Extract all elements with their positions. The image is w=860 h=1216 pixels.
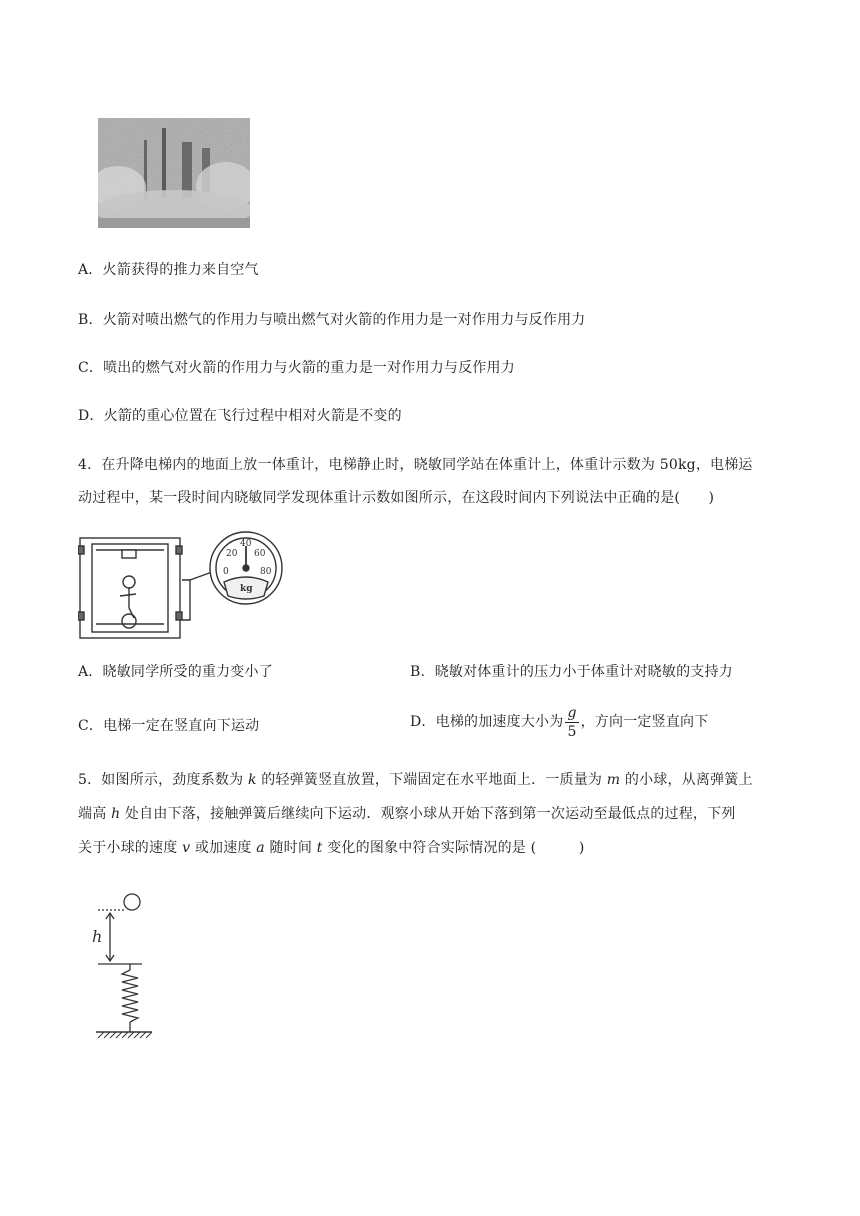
var-t: t <box>316 840 323 856</box>
ball-icon <box>124 894 140 910</box>
rocket-launch-photo <box>98 118 250 228</box>
q5-text: 的小球，从离弹簧上 <box>620 772 753 788</box>
gauge-tick-20: 20 <box>226 549 238 559</box>
var-k: k <box>247 772 257 788</box>
q5-text: 端高 <box>78 806 112 822</box>
q4-option-d-suffix: ，方向一定竖直向下 <box>580 714 709 730</box>
height-label: h <box>92 927 103 946</box>
gauge-tick-80: 80 <box>260 567 272 577</box>
fraction-numerator: g <box>567 704 577 721</box>
q5-text: 或加速度 <box>190 840 257 856</box>
q5-stem-line-3 <box>78 838 585 858</box>
gauge-tick-60: 60 <box>254 549 266 559</box>
fraction-denominator: 5 <box>567 723 577 740</box>
q4-option-a: A．晓敏同学所受的重力变小了 <box>78 664 273 680</box>
q5-stem-line-1 <box>78 770 753 790</box>
q5-text: 处自由下落，接触弹簧后继续向下运动．观察小球从开始下落到第一次运动至最低点的过程，下列 <box>120 806 736 822</box>
q5-text: 的轻弹簧竖直放置，下端固定在水平地面上．一质量为 <box>256 772 607 788</box>
q4-option-c: C．电梯一定在竖直向下运动 <box>78 718 260 734</box>
q3-option-a: A．火箭获得的推力来自空气 <box>78 262 259 278</box>
q4-stem-line-1: 4．在升降电梯内的地面上放一体重计，电梯静止时，晓敏同学站在体重计上，体重计示数为 50kg，电梯运 <box>78 457 753 473</box>
q5-text: 随时间 <box>264 840 317 856</box>
spring-ball-figure <box>92 888 156 1044</box>
q3-option-d: D．火箭的重心位置在飞行过程中相对火箭是不变的 <box>78 408 402 424</box>
q4-stem-line-2: 动过程中，某一段时间内晓敏同学发现体重计示数如图所示，在这段时间内下列说法中正确的是( ) <box>78 490 715 506</box>
elevator-scale-figure <box>78 528 284 640</box>
var-m: m <box>606 772 621 788</box>
q5-text: 关于小球的速度 <box>78 840 183 856</box>
q5-text: 5．如图所示，劲度系数为 <box>78 772 248 788</box>
q3-option-c: C．喷出的燃气对火箭的作用力与火箭的重力是一对作用力与反作用力 <box>78 360 515 376</box>
q4-option-d-prefix: D．电梯的加速度大小为 <box>410 714 564 730</box>
gauge-tick-0: 0 <box>223 567 229 577</box>
var-a: a <box>256 840 265 856</box>
q5-stem-line-2 <box>78 804 736 824</box>
q3-option-b: B．火箭对喷出燃气的作用力与喷出燃气对火箭的作用力是一对作用力与反作用力 <box>78 312 586 328</box>
var-v: v <box>182 840 191 856</box>
q4-option-b: B．晓敏对体重计的压力小于体重计对晓敏的支持力 <box>410 664 733 680</box>
gauge-tick-40: 40 <box>240 539 252 549</box>
q4-option-d <box>410 702 708 742</box>
q5-text: 变化的图象中符合实际情况的是 ( ) <box>322 840 585 856</box>
gauge-unit: kg <box>240 584 253 594</box>
fraction-g-over-5 <box>565 704 578 741</box>
var-h: h <box>111 806 121 822</box>
